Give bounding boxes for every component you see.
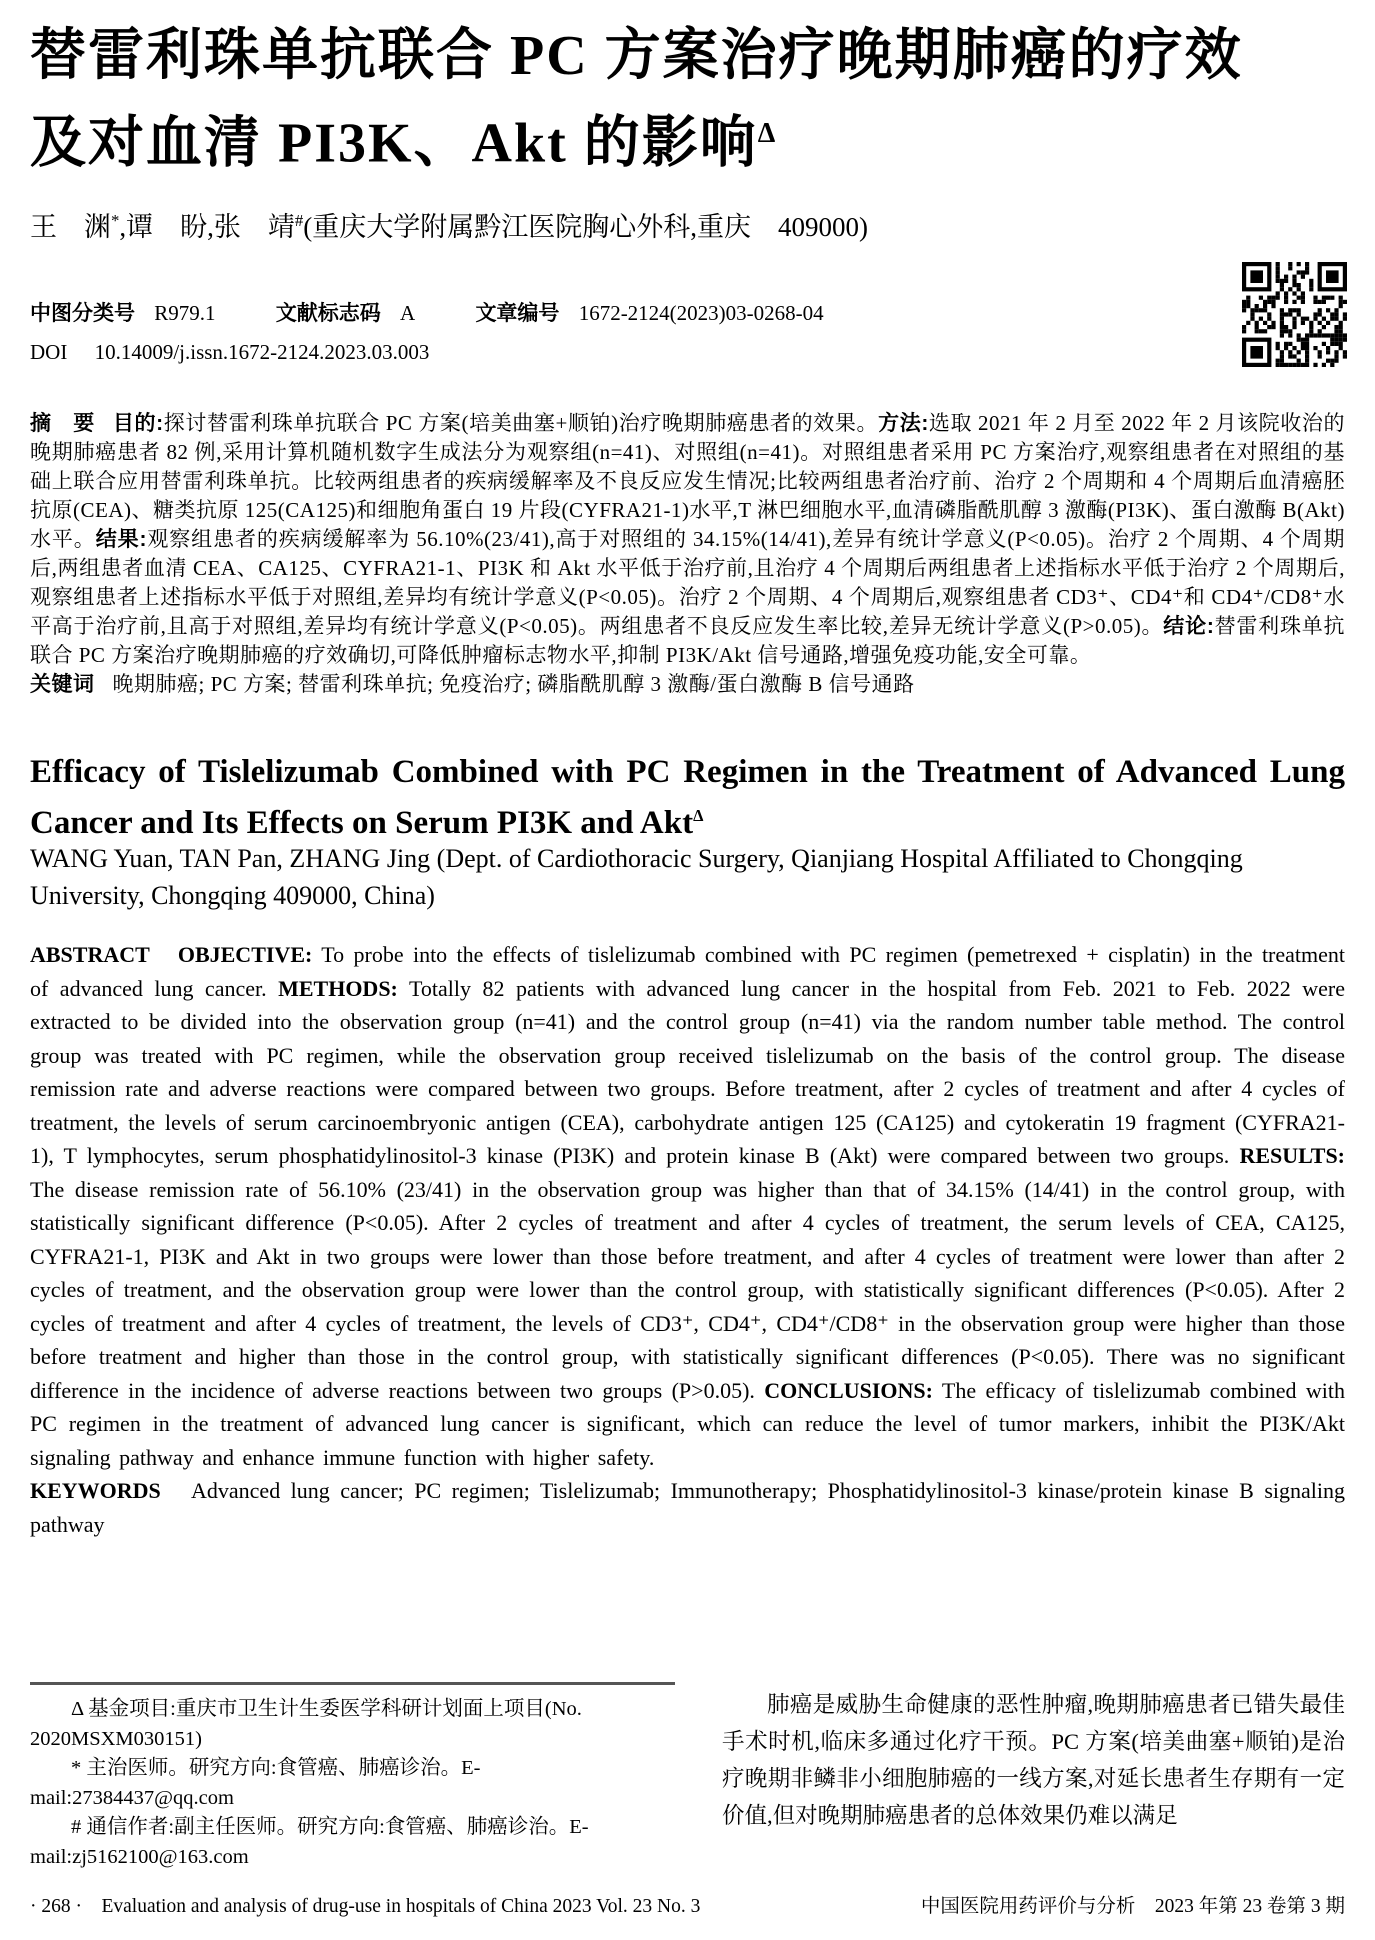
results-label-en: RESULTS: bbox=[1239, 1143, 1346, 1168]
footer-right: 中国医院用药评价与分析 2023 年第 23 卷第 3 期 bbox=[920, 1896, 1345, 1917]
author-marker-2: # bbox=[294, 211, 304, 230]
results-label-cn: 结果: bbox=[95, 528, 147, 551]
introduction-paragraph: 肺癌是威胁生命健康的恶性肿瘤,晚期肺癌患者已错失最佳手术时机,临床多通过化疗干预。PC 方案(培美曲塞+顺铂)是治疗晚期非鳞非小细胞肺癌的一线方案,对延长患者生存期有一定价值,但对晚期肺癌患者的总体效果仍难以满足 bbox=[722, 1692, 1345, 1828]
article-no-value: 1672-2124(2023)03-0268-04 bbox=[578, 301, 824, 325]
methods-label-cn: 方法: bbox=[878, 412, 929, 435]
doi-value: 10.14009/j.issn.1672-2124.2023.03.003 bbox=[94, 340, 430, 364]
keywords-label-en: KEYWORDS bbox=[30, 1478, 161, 1503]
clc-label: 中图分类号 bbox=[30, 302, 135, 325]
funding-footnote: Δ 基金项目:重庆市卫生计生委医学科研计划面上项目(No. 2020MSXM030151) bbox=[30, 1698, 582, 1750]
title-funding-marker: Δ bbox=[757, 118, 778, 149]
objective-label-cn: 目的: bbox=[112, 412, 164, 435]
article-no-label: 文章编号 bbox=[475, 302, 560, 325]
article-title-cn bbox=[30, 18, 1345, 183]
introduction-column bbox=[722, 1682, 1345, 1872]
author-footnote-1: * 主治医师。研究方向:食管癌、肺癌诊治。E-mail:27384437@qq.com bbox=[30, 1757, 481, 1809]
objective-label-en: OBJECTIVE: bbox=[177, 942, 313, 967]
author-marker-1: * bbox=[111, 211, 120, 230]
meta-row bbox=[30, 297, 1345, 327]
conclusions-label-en: CONCLUSIONS: bbox=[764, 1377, 933, 1403]
keywords-label-cn: 关键词 bbox=[30, 673, 95, 696]
page-footer bbox=[30, 1890, 1345, 1918]
doc-code-value: A bbox=[400, 301, 416, 325]
article-title-en: Efficacy of Tislelizumab Combined with PC Regimen in the Treatment of Advanced Lung Cancer and Its Effects on Serum PI3K and Akt$^\Delta$ bbox=[30, 754, 1345, 841]
article-title-cn-line1: 替雷利珠单抗联合 PC 方案治疗晚期肺癌的疗效 bbox=[30, 25, 1243, 87]
methods-label-en: METHODS: bbox=[278, 975, 398, 1001]
abstract-en-label: ABSTRACT bbox=[30, 942, 150, 967]
abstract-cn bbox=[30, 409, 1345, 699]
clc-value: R979.1 bbox=[154, 301, 216, 325]
keywords-text-en: Advanced lung cancer; PC regimen; Tislelizumab; Immunotherapy; Phosphatidylinositol-3 kinase/protein kinase B signaling pathway bbox=[30, 1478, 1345, 1537]
qr-code bbox=[1242, 262, 1347, 367]
doi-row bbox=[30, 340, 1345, 365]
affiliation-cn: (重庆大学附属黔江医院胸心外科,重庆 409000) bbox=[303, 212, 868, 242]
abstract-en-paragraph: ABSTRACT OBJECTIVE: To probe into the effects of tislelizumab combined with PC regimen (pemetrexed + cisplatin) in the treatment of advanced lung cancer. METHODS: Totally 82 patients with advanced lung cancer in the hospital from Feb. 2021 to Feb. 2022 were extracted to be divided into the observation group (n=41) and the control group (n=41) via the random number table method. The control group was treated with PC regimen, while the observation group received tislelizumab on the basis of the control group. The disease remission rate and adverse reactions were compared between two groups. Before treatment, after 2 cycles of treatment and after 4 cycles of treatment, the levels of serum carcinoembryonic antigen (CEA), carbohydrate antigen 125 (CA125) and cytokeratin 19 fragment (CYFRA21-1), T lymphocytes, serum phosphatidylinositol-3 kinase (PI3K) and protein kinase B (Akt) were compared between two groups. RESULTS: The disease remission rate of 56.10% (23/41) in the observation group was higher than that of 34.15% (14/41) in the control group, with statistically significant difference (P<0.05). After 2 cycles of treatment and after 4 cycles of treatment, the serum levels of CEA, CA125, CYFRA21-1, PI3K and Akt in two groups were lower than those before treatment, and after 4 cycles of treatment were lower than after 2 cycles of treatment, and the observation group were lower than the control group, with statistically significant differences (P<0.05). After 2 cycles of treatment and after 4 cycles of treatment, the levels of CD3⁺, CD4⁺, CD4⁺/CD8⁺ in the observation group were higher than those before treatment and higher than those in the control group, with statistically significant differences (P<0.05). There was no significant difference in the incidence of adverse reactions between two groups (P>0.05). CONCLUSIONS: The efficacy of tislelizumab combined with PC regimen in the treatment of advanced lung cancer is significant, which can reduce the level of tumor markers, inhibit the PI3K/Akt signaling pathway and enhance immune function with higher safety. bbox=[30, 942, 1346, 1470]
bottom-section bbox=[30, 1682, 1345, 1872]
article-title-cn-line2: 及对血清 PI3K、Akt 的影响$^\Delta$ bbox=[30, 112, 778, 175]
authors-cn: 王 渊*,谭 盼,张 靖#(重庆大学附属黔江医院胸心外科,重庆 409000) bbox=[30, 211, 868, 242]
abstract-en bbox=[30, 938, 1345, 1541]
conclusion-label-cn: 结论: bbox=[1163, 615, 1215, 638]
authors-en: WANG Yuan, TAN Pan, ZHANG Jing (Dept. of Cardiothoracic Surgery, Qianjiang Hospital Affiliated to Chongqing University, Chongqing 409000, China) bbox=[30, 844, 1243, 910]
author-footnote-2: # 通信作者:副主任医师。研究方向:食管癌、肺癌诊治。E-mail:zj5162100@163.com bbox=[30, 1816, 589, 1868]
keywords-cn bbox=[30, 670, 1345, 699]
footnote-block bbox=[30, 1682, 675, 1872]
title-en-funding-marker: Δ bbox=[693, 806, 704, 825]
doi-label: DOI bbox=[30, 340, 68, 364]
abstract-cn-paragraph: 摘 要 目的:探讨替雷利珠单抗联合 PC 方案(培美曲塞+顺铂)治疗晚期肺癌患者的效果。方法:选取 2021 年 2 月至 2022 年 2 月该院收治的晚期肺癌患者 82 例,采用计算机随机数字生成法分为观察组(n=41)、对照组(n=41)。对照组患者采用 PC 方案治疗,观察组患者在对照组的基础上联合应用替雷利珠单抗。比较两组患者的疾病缓解率及不良反应发生情况;比较两组患者治疗前、治疗 2 个周期和 4 个周期后血清癌胚抗原(CEA)、糖类抗原 125(CA125)和细胞角蛋白 19 片段(CYFRA21-1)水平,T 淋巴细胞水平,血清磷脂酰肌醇 3 激酶(PI3K)、蛋白激酶 B(Akt)水平。结果:观察组患者的疾病缓解率为 56.10%(23/41),高于对照组的 34.15%(14/41),差异有统计学意义(P<0.05)。治疗 2 个周期、4 个周期后,两组患者血清 CEA、CA125、CYFRA21-1、PI3K 和 Akt 水平低于治疗前,且治疗 4 个周期后两组患者上述指标水平低于治疗 2 个周期后,观察组患者上述指标水平低于对照组,差异均有统计学意义(P<0.05)。治疗 2 个周期、4 个周期后,观察组患者 CD3⁺、CD4⁺和 CD4⁺/CD8⁺水平高于治疗前,且高于对照组,差异均有统计学意义(P<0.05)。两组患者不良反应发生率比较,差异无统计学意义(P>0.05)。结论:替雷利珠单抗联合 PC 方案治疗晚期肺癌的疗效确切,可降低肿瘤标志物水平,抑制 PI3K/Akt 信号通路,增强免疫功能,安全可靠。 bbox=[30, 411, 1346, 667]
abstract-cn-label: 摘 要 bbox=[30, 412, 95, 435]
doc-code-label: 文献标志码 bbox=[275, 302, 381, 325]
keywords-text-cn: 晚期肺癌; PC 方案; 替雷利珠单抗; 免疫治疗; 磷脂酰肌醇 3 激酶/蛋白激酶 B 信号通路 bbox=[112, 672, 915, 696]
keywords-en bbox=[30, 1474, 1345, 1541]
footer-left: · 268 · Evaluation and analysis of drug-use in hospitals of China 2023 Vol. 23 No. 3 bbox=[30, 1896, 701, 1917]
